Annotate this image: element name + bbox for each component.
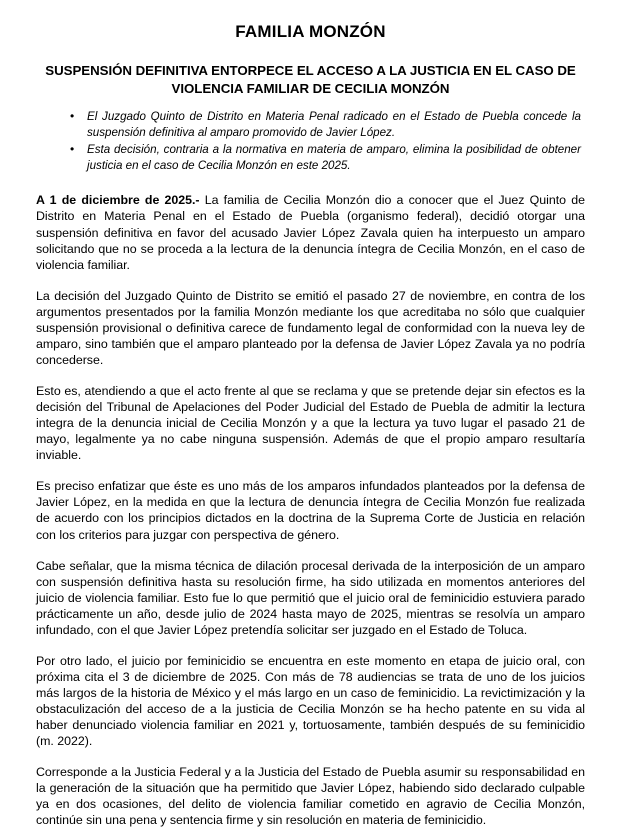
summary-bullet-list [36, 109, 585, 174]
body-paragraph: Cabe señalar, que la misma técnica de dilación procesal derivada de la interposición de un amparo con suspensión definitiva hasta su resolución firme, ha sido utilizada en momentos anteriores del juicio de violencia familiar. Esto fue lo que permitió que el juicio oral de feminicidio estuviera parado prácticamente un año, desde julio de 2024 hasta mayo de 2025, mientras se resolvía un amparo infundado, con el que Javier López pretendía solicitar ser juzgado en el Estado de Toluca. [36, 558, 585, 637]
dateline-lead-in: A 1 de diciembre de 2025.- [36, 193, 200, 208]
list-item: • El Juzgado Quinto de Distrito en Materia Penal radicado en el Estado de Puebla concede la suspensión definitiva al amparo promovido de Javier López. [70, 109, 581, 141]
body-paragraph-text: La familia de Cecilia Monzón dio a conocer que el Juez Quinto de Distrito en Materia Penal en el Estado de Puebla (organismo federal), decidió otorgar una suspensión definitiva en favor del acusado Javier López Zavala quien ha interpuesto un amparo solicitando que no se proceda a la lectura de la denuncia íntegra de Cecilia Monzón, en el caso de violencia familiar. [36, 193, 585, 272]
list-item: • Esta decisión, contraria a la normativa en materia de amparo, elimina la posibilidad de obtener justicia en el caso de Cecilia Monzón en este 2025. [70, 142, 581, 174]
body-paragraph: Es preciso enfatizar que éste es uno más de los amparos infundados planteados por la defensa de Javier López, en la medida en que la lectura de denuncia íntegra de Cecilia Monzón fue realizada de acuerdo con los principios dictados en la doctrina de la Suprema Corte de Justicia en relación con los criterios para juzgar con perspectiva de género. [36, 479, 585, 542]
body-paragraph [36, 175, 585, 272]
page-title: FAMILIA MONZÓN [235, 22, 386, 41]
page-subtitle: SUSPENSIÓN DEFINITIVA ENTORPECE EL ACCESO A LA JUSTICIA EN EL CASO DE VIOLENCIA FAMILIAR DE CECILIA MONZÓN [45, 63, 576, 96]
body-paragraph: Corresponde a la Justicia Federal y a la Justicia del Estado de Puebla asumir su responsabilidad en la generación de la situación que ha permitido que Javier López, habiendo sido declarado culpable ya en dos ocasiones, del delito de violencia familiar cometido en agravio de Cecilia Monzón, continúe sin una pena y sentencia firme y sin resolución en materia de feminicidio. [36, 765, 585, 828]
body-paragraph: La decisión del Juzgado Quinto de Distrito se emitió el pasado 27 de noviembre, en contra de los argumentos presentados por la familia Monzón mediante los que acreditaba no sólo que cualquier suspensión provisional o definitiva carece de fundamento legal de conformidad con la nueva ley de amparo, sino también que el amparo planteado por la defensa de Javier López Zavala ya no podría concederse. [36, 288, 585, 367]
body-paragraph: Por otro lado, el juicio por feminicidio se encuentra en este momento en etapa de juicio oral, con próxima cita el 3 de diciembre de 2025. Con más de 78 audiencias se trata de uno de los juicios más largos de la historia de México y el más largo en un caso de feminicidio. La revictimización y la obstaculización del acceso de a la justicia de Cecilia Monzón se ha hecho patente en su vida al haber denunciado violencia familiar en 2021 y, tortuosamente, también después de su feminicidio (m. 2022). [36, 653, 585, 749]
body-paragraph: Esto es, atendiendo a que el acto frente al que se reclama y que se pretende dejar sin efectos es la decisión del Tribunal de Apelaciones del Poder Judicial del Estado de Puebla de admitir la lectura integra de la denuncia inicial de Cecilia Monzón y a que la lectura ya tuvo lugar el pasado 21 de mayo, legalmente ya no cabe ninguna suspensión. Además de que el propio amparo resultaría inviable. [36, 384, 585, 463]
